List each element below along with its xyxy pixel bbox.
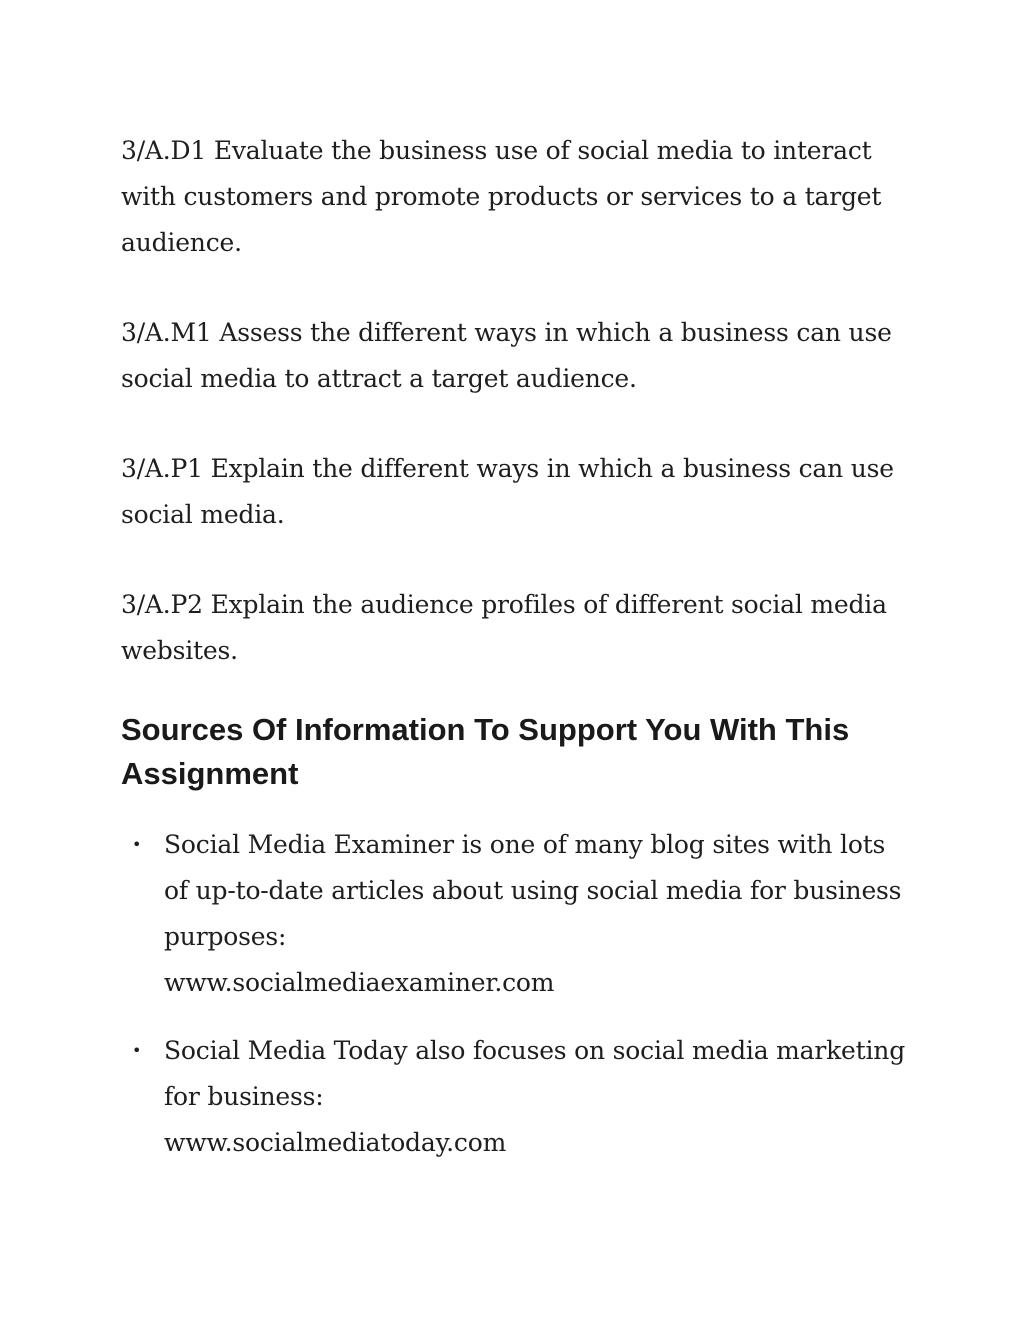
sources-list bbox=[121, 822, 911, 1166]
bullet-icon: • bbox=[132, 835, 142, 854]
source-link-socialmediaexaminer[interactable]: www.socialmediaexaminer.com bbox=[164, 968, 555, 997]
source-description: Social Media Examiner is one of many blog sites with lots of up-to-date articles about using social media for business purposes: bbox=[164, 830, 902, 951]
criterion-d1: 3/A.D1 Evaluate the business use of social media to interact with customers and promote products or services to a target audience. bbox=[121, 136, 882, 257]
sources-heading: Sources Of Information To Support You With This Assignment bbox=[121, 712, 850, 791]
list-item bbox=[121, 1028, 911, 1166]
bullet-icon: • bbox=[132, 1041, 142, 1060]
source-link-socialmediatoday[interactable]: www.socialmediatoday.com bbox=[164, 1128, 507, 1157]
source-description: Social Media Today also focuses on social media marketing for business: bbox=[164, 1036, 905, 1111]
criterion-p2: 3/A.P2 Explain the audience profiles of different social media websites. bbox=[121, 590, 887, 665]
criterion-m1: 3/A.M1 Assess the different ways in which a business can use social media to attract a target audience. bbox=[121, 318, 892, 393]
document-page bbox=[121, 128, 911, 1166]
criterion-p1: 3/A.P1 Explain the different ways in which a business can use social media. bbox=[121, 454, 894, 529]
list-item bbox=[121, 822, 911, 1006]
